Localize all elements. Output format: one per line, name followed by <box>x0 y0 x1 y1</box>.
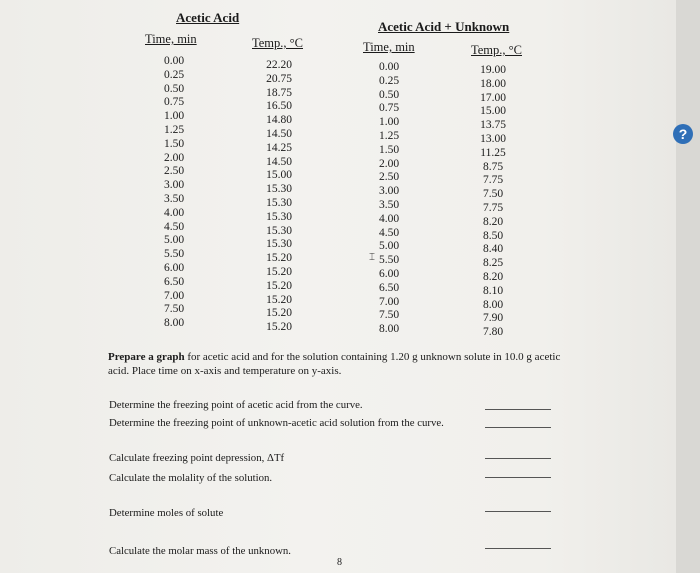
table-cell: 4.50 <box>163 220 185 233</box>
table-cell: 15.00 <box>480 105 506 118</box>
table-cell: 4.00 <box>163 206 185 219</box>
table-cell: 0.25 <box>378 74 400 87</box>
table-cell: 15.20 <box>266 265 292 278</box>
instructions-bold: Prepare a graph <box>108 351 185 363</box>
graph-instructions <box>108 350 563 378</box>
table-cell: 0.50 <box>163 82 185 95</box>
table-cell: 2.50 <box>163 165 185 178</box>
table-cell: 7.00 <box>378 295 400 308</box>
acetic-time-header: Time, min <box>145 32 197 46</box>
table-cell: 2.00 <box>378 157 400 170</box>
table-cell: 7.80 <box>482 326 504 339</box>
table-cell: 3.50 <box>163 192 185 205</box>
table-cell: 5.00 <box>378 240 400 253</box>
table-cell: 8.10 <box>482 284 504 297</box>
unknown-title: Acetic Acid + Unknown <box>378 19 510 34</box>
table-cell: 15.20 <box>266 307 292 320</box>
table-cell: 18.00 <box>480 77 506 90</box>
unknown-time-column <box>365 61 413 337</box>
table-cell: 1.50 <box>378 143 400 156</box>
table-cell: 6.50 <box>378 281 400 294</box>
table-cell: 16.50 <box>266 100 292 113</box>
table-cell: 14.50 <box>266 155 292 168</box>
table-cell: 7.50 <box>378 309 400 322</box>
answer-blank-6[interactable] <box>485 548 551 549</box>
table-cell: 8.25 <box>482 257 504 270</box>
table-cell: 15.00 <box>266 169 292 182</box>
table-cell: 6.00 <box>163 261 185 274</box>
table-cell: 7.75 <box>482 174 504 187</box>
page-number: 8 <box>337 557 342 568</box>
table-cell: 7.90 <box>482 312 504 325</box>
table-cell: 7.50 <box>163 303 185 316</box>
unknown-time-header: Time, min <box>363 40 415 54</box>
table-cell: 15.30 <box>266 224 292 237</box>
text-cursor-icon: ⌶ <box>369 252 375 263</box>
table-cell: 1.25 <box>378 129 400 142</box>
unknown-temp-column <box>469 64 517 340</box>
answer-blank-5[interactable] <box>485 511 551 512</box>
table-cell: 5.00 <box>163 234 185 247</box>
table-cell: 0.00 <box>378 61 400 73</box>
table-cell: 14.50 <box>266 127 292 140</box>
table-cell: 3.50 <box>378 198 400 211</box>
table-cell: 13.75 <box>480 119 506 132</box>
answer-blank-2[interactable] <box>485 427 551 428</box>
answer-blank-4[interactable] <box>485 477 551 478</box>
question-molality: Calculate the molality of the solution. <box>109 472 273 484</box>
table-cell: 8.00 <box>163 317 185 330</box>
table-cell: 5.50 <box>378 254 400 267</box>
table-cell: 0.75 <box>163 96 185 109</box>
table-cell: 8.20 <box>482 215 504 228</box>
table-cell: 8.75 <box>482 160 504 173</box>
table-cell: 4.00 <box>378 212 400 225</box>
table-cell: 5.50 <box>163 248 185 261</box>
answer-blank-1[interactable] <box>485 409 551 410</box>
right-side-strip <box>676 0 700 573</box>
table-cell: 8.50 <box>482 229 504 242</box>
table-cell: 15.30 <box>266 196 292 209</box>
table-cell: 2.00 <box>163 151 185 164</box>
table-cell: 15.20 <box>266 252 292 265</box>
table-cell: 15.30 <box>266 210 292 223</box>
table-cell: 11.25 <box>480 146 506 159</box>
help-icon[interactable]: ? <box>673 124 693 144</box>
question-molar-mass: Calculate the molar mass of the unknown. <box>109 545 292 557</box>
table-cell: 8.40 <box>482 243 504 256</box>
table-cell: 7.75 <box>482 201 504 214</box>
acetic-temp-header: Temp., °C <box>252 36 303 50</box>
table-cell: 1.00 <box>378 116 400 129</box>
question-moles-solute: Determine moles of solute <box>109 507 224 519</box>
table-cell: 1.25 <box>163 123 185 136</box>
table-cell: 20.75 <box>266 72 292 85</box>
table-cell: 14.25 <box>266 141 292 154</box>
table-cell: 0.00 <box>163 55 185 67</box>
table-cell: 1.50 <box>163 137 185 150</box>
question-solution-freezing-point: Determine the freezing point of unknown-acetic acid solution from the curve. <box>109 417 444 429</box>
table-cell: 8.20 <box>482 270 504 283</box>
table-cell: 18.75 <box>266 86 292 99</box>
table-cell: 6.50 <box>163 275 185 288</box>
table-cell: 15.30 <box>266 183 292 196</box>
table-cell: 6.00 <box>378 267 400 280</box>
table-cell: 22.20 <box>266 59 292 71</box>
question-freezing-point-depression: Calculate freezing point depression, ΔTf <box>109 452 285 464</box>
table-cell: 15.20 <box>266 279 292 292</box>
table-cell: 0.50 <box>378 88 400 101</box>
acetic-temp-column <box>255 59 303 335</box>
answer-blank-3[interactable] <box>485 458 551 459</box>
table-cell: 17.00 <box>480 91 506 104</box>
table-cell: 14.80 <box>266 114 292 127</box>
table-cell: 13.00 <box>480 132 506 145</box>
table-cell: 15.30 <box>266 238 292 251</box>
acetic-acid-title: Acetic Acid <box>176 10 240 25</box>
table-cell: 1.00 <box>163 110 185 123</box>
table-cell: 7.50 <box>482 188 504 201</box>
table-cell: 19.00 <box>480 64 506 76</box>
table-cell: 7.00 <box>163 289 185 302</box>
table-cell: 0.25 <box>163 68 185 81</box>
instructions-text: for acetic acid and for the solution containing 1.20 g unknown solute in 10.0 g acetic acid. Place time on x-axis and temperature on y-axis. <box>108 351 561 377</box>
table-cell: 2.50 <box>378 171 400 184</box>
acetic-time-column <box>150 55 198 331</box>
question-acetic-freezing-point: Determine the freezing point of acetic acid from the curve. <box>109 399 363 411</box>
table-cell: 8.00 <box>378 323 400 336</box>
table-cell: 3.00 <box>163 179 185 192</box>
table-cell: 15.20 <box>266 293 292 306</box>
table-cell: 0.75 <box>378 102 400 115</box>
table-cell: 3.00 <box>378 185 400 198</box>
table-cell: 15.20 <box>266 321 292 334</box>
table-cell: 4.50 <box>378 226 400 239</box>
table-cell: 8.00 <box>482 298 504 311</box>
unknown-temp-header: Temp., °C <box>471 43 522 57</box>
